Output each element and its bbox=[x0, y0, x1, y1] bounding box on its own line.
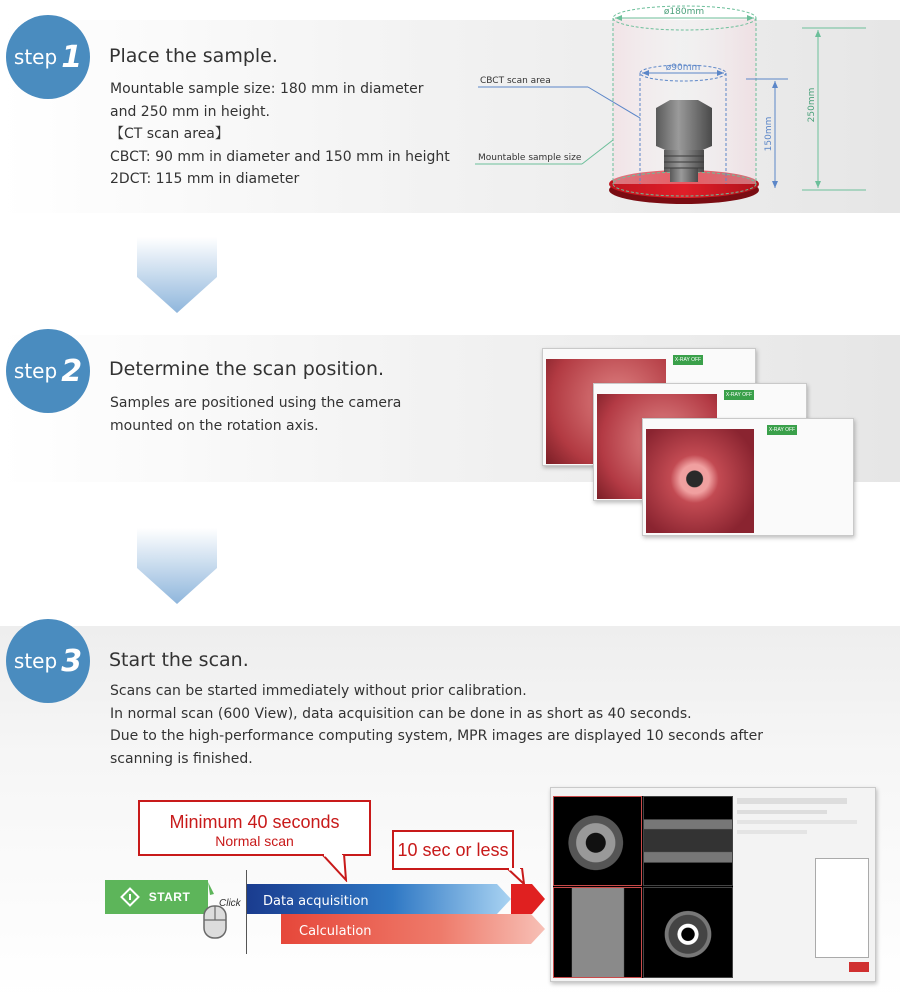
sample-size-diagram bbox=[470, 0, 900, 215]
start-icon bbox=[120, 887, 140, 907]
xray-status-badge: X-RAY OFF bbox=[768, 427, 796, 433]
outer-height-label: 250mm bbox=[807, 87, 817, 123]
callout-pointer bbox=[320, 854, 350, 882]
xray-status-badge: X-RAY OFF bbox=[725, 392, 753, 398]
minimum-time-subtitle: Normal scan bbox=[215, 833, 294, 849]
flow-arrow-down bbox=[137, 237, 217, 313]
short-time-label: 10 sec or less bbox=[397, 840, 509, 860]
step1-line: Mountable sample size: 180 mm in diameter bbox=[110, 81, 424, 97]
inner-height-label: 150mm bbox=[764, 116, 774, 152]
step1-line: and 250 mm in height. bbox=[110, 103, 270, 120]
step1-title: Place the sample. bbox=[109, 45, 278, 67]
step3-title: Start the scan. bbox=[109, 649, 249, 671]
step-word: step bbox=[13, 649, 58, 673]
mpr-settings-panel bbox=[737, 798, 871, 978]
start-label: START bbox=[148, 890, 191, 904]
flow-arrow-down bbox=[137, 528, 217, 604]
acquisition-label: Data acquisition bbox=[263, 894, 369, 909]
mouse-icon bbox=[198, 880, 248, 942]
mpr-software-window bbox=[550, 787, 876, 982]
step2-line: mounted on the rotation axis. bbox=[110, 417, 319, 434]
step3-line: In normal scan (600 View), data acquisition can be done in as short as 40 seconds. bbox=[110, 705, 692, 722]
click-label: Click bbox=[219, 898, 241, 909]
camera-window-front bbox=[642, 418, 854, 536]
mpr-display-marker bbox=[511, 884, 545, 914]
step2-line: Samples are positioned using the camera bbox=[110, 395, 402, 411]
minimum-time-callout bbox=[138, 800, 371, 856]
short-time-callout bbox=[392, 830, 514, 870]
step2-body bbox=[110, 392, 401, 437]
mountable-label: Mountable sample size bbox=[478, 153, 582, 163]
sample-nut bbox=[656, 100, 712, 152]
outer-diameter-label: ø180mm bbox=[663, 7, 705, 17]
step1-line: 【CT scan area】 bbox=[110, 126, 229, 142]
step3-line: scanning is finished. bbox=[110, 750, 253, 767]
xray-status-badge: X-RAY OFF bbox=[674, 357, 702, 363]
inner-diameter-label: ø90mm bbox=[665, 63, 701, 73]
step1-badge bbox=[6, 15, 90, 99]
step-number: 1 bbox=[61, 39, 83, 75]
calculation-label: Calculation bbox=[299, 924, 372, 939]
step3-badge bbox=[6, 619, 90, 703]
step1-body bbox=[110, 78, 450, 191]
step-number: 2 bbox=[61, 353, 83, 389]
step-word: step bbox=[13, 45, 58, 69]
start-button[interactable] bbox=[105, 880, 208, 914]
step3-line: Scans can be started immediately without prior calibration. bbox=[110, 683, 527, 699]
mpr-viewports bbox=[553, 796, 733, 978]
step-word: step bbox=[13, 359, 58, 383]
step2-title: Determine the scan position. bbox=[109, 358, 385, 380]
step3-line: Due to the high-performance computing system, MPR images are displayed 10 seconds after bbox=[110, 728, 763, 744]
step2-badge bbox=[6, 329, 90, 413]
step1-line: CBCT: 90 mm in diameter and 150 mm in height bbox=[110, 148, 450, 165]
step-number: 3 bbox=[61, 643, 83, 679]
step3-body bbox=[110, 680, 763, 770]
timeline-bars bbox=[247, 880, 547, 948]
cbct-label: CBCT scan area bbox=[480, 76, 551, 86]
minimum-time-title: Minimum 40 seconds bbox=[169, 812, 340, 832]
step1-line: 2DCT: 115 mm in diameter bbox=[110, 171, 300, 187]
